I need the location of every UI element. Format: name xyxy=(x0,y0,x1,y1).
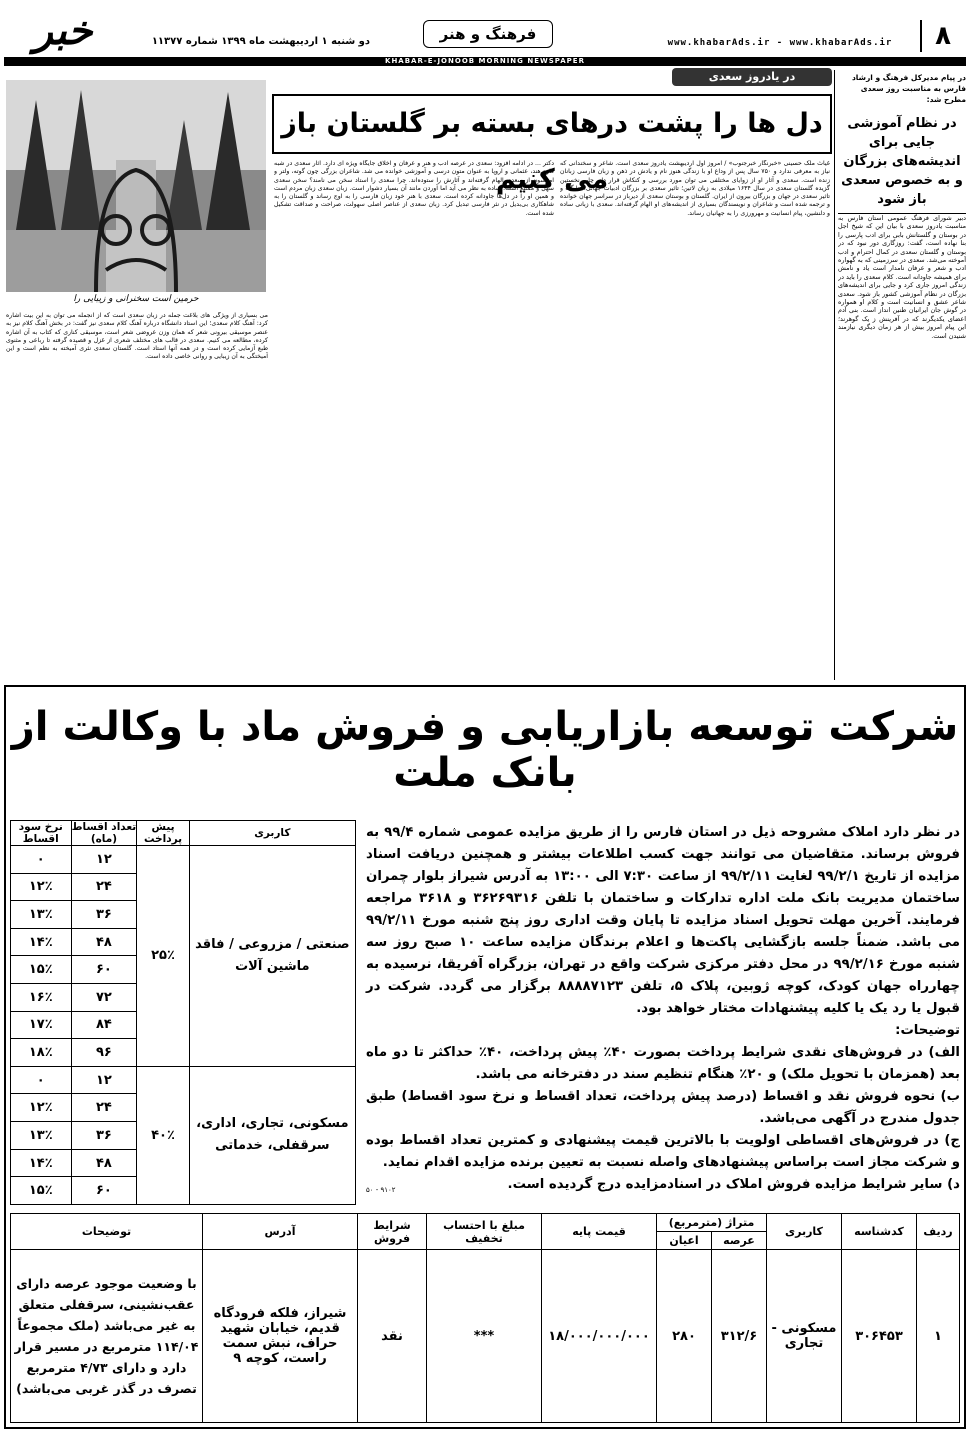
row-base-price: ۱۸/۰۰۰/۰۰۰/۰۰۰ xyxy=(542,1250,657,1423)
months: ۴۸ xyxy=(71,928,137,956)
row-discounted: *** xyxy=(427,1250,542,1423)
photo-caption: حرمین است سخنرانی و زیبایی را xyxy=(73,294,199,304)
rate: ۱۲٪ xyxy=(11,873,72,901)
newspaper-logo: خبر xyxy=(33,7,93,54)
months: ۶۰ xyxy=(71,956,137,984)
property-header-row xyxy=(11,1214,960,1232)
header-base-price: قیمت پایه xyxy=(542,1214,657,1250)
prepayment-group-1: ۲۵٪ xyxy=(137,846,189,1067)
months: ۱۲ xyxy=(71,846,137,874)
rate: ۱۳٪ xyxy=(11,901,72,929)
article-headline: دل ها را پشت درهای بسته بر گلستان باز می کنیم xyxy=(272,94,832,154)
row-notes: با وضعیت موجود عرصه دارای عقب‌نشینی، سرقفلی متعلق به غیر می‌باشد (ملک مجموعاً ۱۱۴/۰۴ مترمربع در مسیر قرار دارد و دارای ۴/۷۳ مترمربع تصرف در گذر غربی می‌باشد) xyxy=(11,1250,203,1423)
table-row xyxy=(11,1066,356,1094)
months: ۷۲ xyxy=(71,984,137,1012)
article-column-1: غیاث ملک حسینی «خبرنگار خبرجنوب» / امروز اول اردیبهشت یادروز سعدی است. شاعر و سخندانی که نیاز به معرفی ندارد و ۷۵۰ سال پس از وداع او با زندگی هنوز نام و یادش در ذهن و زبان فارسی زبانان زنده است. سعدی و آثار او از زوایای مختلفی می توان مورد بررسی و کنکاش قرار داد. چاپ نخستین گزیده گلستان سعدی در سال ۱۶۳۴ میلادی به زبان لاتین؛ تاثیر سعدی بر بزرگان ادبیات جهانی؛ جایگاه و تاثیر سعدی در جهان و بزرگان بیرون از ایران. گلستان و بوستان سعدی از دیرباز در سراسر جهان خوانده و ترجمه شده است و شاعران و نویسندگان بسیاری از اندیشه‌های او الهام گرفته‌اند. سعدی با زبانی ساده و دلنشین، پیام انسانیت و مهرورزی را به جهانیان رساند. xyxy=(560,160,830,217)
row-usage: مسکونی - تجاری xyxy=(767,1250,842,1423)
header-area: متراژ (مترمربع) xyxy=(657,1214,767,1232)
rate: ۱۴٪ xyxy=(11,928,72,956)
rate: ۱۵٪ xyxy=(11,1177,72,1205)
ad-note-b: ب) نحوه فروش نقد و اقساط (درصد پیش پرداخت، تعداد اقساط و نرخ سود اقساط) طبق جدول مندرج در آگهی می‌باشد. xyxy=(366,1089,960,1126)
page-number: ۸ xyxy=(920,20,964,52)
row-address: شیراز، فلکه فرودگاه قدیم، خیابان شهید حراف، نبش سمت راست، کوچه ۹ xyxy=(203,1250,358,1423)
saadi-tomb-photo xyxy=(6,80,266,292)
header-notes: توضیحات xyxy=(11,1214,203,1250)
rate: ۰ xyxy=(11,846,72,874)
months: ۴۸ xyxy=(71,1149,137,1177)
section-label: فرهنگ و هنر xyxy=(423,20,553,48)
header-terms: شرایط فروش xyxy=(358,1214,427,1250)
article-column-3: می بسیاری از ویژگی های بلاغت جمله در زبان سعدی است که از آنجمله می توان به این بیت اشاره کرد: آهنگ کلام سعدی؛ این استاد دانشگاه درباره آهنگ کلام سعدی نیز گفت: در بخش آهنگ کلام نیز به عنصر موسیقی بیرونی شعر که همان وزن عروضی شعر است، موسیقی کناری که کتاب به آن اشاره کرده، مطالعه می کنیم. سعدی در قالب های مختلف شعری از غزل و قصیده گرفته تا رباعی و مثنوی طبع آزمایی کرده است و در همه آنها استاد است. گلستان سعدی نثری آمیخته به نظم است و این آمیختگی به آن زیبایی و روانی خاصی داده است. xyxy=(6,312,268,361)
months: ۳۶ xyxy=(71,1122,137,1150)
months: ۲۴ xyxy=(71,1094,137,1122)
tomb-illustration xyxy=(6,80,266,292)
sidebar-kicker: در پیام مدیرکل فرهنگ و ارشاد فارس به مناسبت روز سعدی مطرح شد: xyxy=(851,73,966,104)
months: ۸۴ xyxy=(71,1011,137,1039)
header-discounted: مبلغ با احتساب تخفیف xyxy=(427,1214,542,1250)
months: ۶۰ xyxy=(71,1177,137,1205)
row-arena: ۳۱۲/۶ xyxy=(712,1250,767,1423)
installment-header-row xyxy=(11,821,356,846)
ad-body xyxy=(366,822,960,1196)
months: ۱۲ xyxy=(71,1066,137,1094)
header-usage: کاربری xyxy=(189,821,355,846)
rate: ۱۸٪ xyxy=(11,1039,72,1067)
header-usage: کاربری xyxy=(767,1214,842,1250)
header-address: آدرس xyxy=(203,1214,358,1250)
usage-group-1: صنعتی / مزروعی / فاقد ماشین آلات xyxy=(189,846,355,1067)
months: ۳۶ xyxy=(71,901,137,929)
header-code: کدشناسه xyxy=(842,1214,917,1250)
ad-note-c: ج) در فروش‌های اقساطی اولویت با بالاترین قیمت پیشنهادی و کمترین تعداد اقساط بوده و شرکت مجاز است براساس پیشنهادهای واصله نسبت به تعیین برنده مزایده اقدام نماید. xyxy=(366,1133,960,1170)
header-prepayment: پیش پرداخت xyxy=(137,821,189,846)
sidebar-body: دبیر شورای فرهنگ عمومی استان فارس به مناسبت یادروز سعدی با بیان این که شیخ اجل در بوستان و گلستانش بابی برای ادب پارسی را بنا نهاده است، گفت: روزگاری دور نبود که در بوستان و گلستان سعدی در کمال احترام و ادب آموخته می‌شد. سعدی در سرزمینی که به گهواره ادب و شعر و عرفان نامدار است یاد و نامش برای همیشه جاودانه است. کلام سعدی را باید در زندگی امروز جاری کرد و جایی برای اندیشه‌های بزرگان در نظام آموزشی کشور باز شود. سعدی شاعر عشق و انسانیت است و کلام او همواره در گوش جان ایرانیان طنین انداز است. بنی آدم اعضای یکدیگرند که در آفرینش ز یک گوهرند؛ این پیام امروز بیش از هر زمان دیگری نیازمند شنیدن است. xyxy=(838,214,966,340)
row-code: ۳۰۶۴۵۳ xyxy=(842,1250,917,1423)
row-terms: نقد xyxy=(358,1250,427,1423)
rate: ۱۲٪ xyxy=(11,1094,72,1122)
column-divider xyxy=(834,70,835,680)
header-strip: KHABAR-E-JONOOB MORNING NEWSPAPER xyxy=(4,57,966,66)
header-building: اعیان xyxy=(657,1232,712,1250)
ad-code: ۵۰ - ۹۱۰۲ xyxy=(366,1186,396,1194)
header-index: ردیف xyxy=(917,1214,960,1250)
ad-title: شرکت توسعه بازاریابی و فروش ماد با وکالت از بانک ملت xyxy=(11,704,959,796)
table-row xyxy=(11,1250,960,1423)
table-row xyxy=(11,846,356,874)
months: ۲۴ xyxy=(71,873,137,901)
header-rate: نرخ سود اقساط xyxy=(11,821,72,846)
ad-note-d: د) سایر شرایط مزایده فروش املاک در اسنادمزایده درج گردیده است. xyxy=(507,1177,960,1192)
prepayment-group-2: ۴۰٪ xyxy=(137,1066,189,1204)
rate: ۱۶٪ xyxy=(11,984,72,1012)
ad-intro: در نظر دارد املاک مشروحه ذیل در استان فارس را از طریق مزایده عمومی شماره ۹۹/۴ به فروش برساند. متقاضیان می توانند جهت کسب اطلاعات بیشتر و همچنین دریافت اسناد مزایده از تاریخ ۹۹/۲/۱ لغایت ۹۹/۲/۱۱ از ساعت ۷:۳۰ الی ۱۳:۰۰ به آدرس شیراز بلوار چمران ساختمان مدیریت بانک ملت اداره تدارکات و ساختمان با تلفن ۳۶۲۶۹۳۱۶ و ۳۶۱۸ مراجعه فرمایند. آخرین مهلت تحویل اسناد مزایده تا پایان وقت اداری روز پنج شنبه مورخ ۹۹/۲/۱۱ می باشد. ضمناً جلسه بازگشایی پاکت‌ها و اعلام برندگان مزایده ساعت ۱۰ صبح روز سه شنبه مورخ ۹۹/۲/۱۶ در محل دفتر مرکزی شرکت واقع در تهران، بزرگراه آفریقا، نرسیده به چهارراه جهان کودک، کوچه ژوبین، پلاک ۵، تلفن ۸۸۸۸۷۱۲۳ برگزار می گردد. شرکت در قبول یا رد یک یا کلیه پیشنهادات مختار خواهد بود. xyxy=(366,825,961,1016)
ad-note-a: الف) در فروش‌های نقدی شرایط پرداخت بصورت ۴۰٪ پیش پرداخت، ۴۰٪ حداکثر تا دو ماه بعد (همزمان با تحویل ملک) و ۲۰٪ هنگام تنظیم سند در دفترخانه می باشد. xyxy=(366,1045,960,1082)
months: ۹۶ xyxy=(71,1039,137,1067)
sidebar-title: در نظام آموزشی جایی برای اندیشه‌های بزرگان و به خصوص سعدی باز شود xyxy=(838,114,966,214)
rate: ۱۵٪ xyxy=(11,956,72,984)
installment-table xyxy=(10,820,356,1205)
rate: ۱۴٪ xyxy=(11,1149,72,1177)
property-table xyxy=(10,1213,960,1423)
rate: ۱۷٪ xyxy=(11,1011,72,1039)
header-installments: تعداد اقساط (ماه) xyxy=(71,821,137,845)
header-arena: عرصه xyxy=(712,1232,767,1250)
ad-notes-heading: توضیحات: xyxy=(895,1023,960,1038)
rate: ۱۳٪ xyxy=(11,1122,72,1150)
article-column-2: دکتر ... در ادامه افزود: سعدی در عرصه ادب و هنر و عرفان و اخلاق جایگاه ویژه ای دارد. آثار سعدی در شبه قاره هند، عثمانی و اروپا به عنوان متون درسی و آموزشی خوانده می شد. شاعران بزرگی چون گوته، ولتر و امرسون از سعدی الهام گرفته‌اند و آثارش را ستوده‌اند. چرا سعدی را استاد سخن می نامند؟ سخن سعدی سهل و ممتنع است؛ ساده به نظر می آید اما آوردن مانند آن بسیار دشوار است. زبان سعدی زبان مردم است و همین او را در دل‌ها جاودانه کرده است. سعدی با هنر خود زبان فارسی را به اوج رساند و گلستان را به شاهکاری بی‌بدیل در نثر فارسی تبدیل کرد. زبان سعدی از عناصر اصلی سهولت، صراحت و صداقت تشکیل شده است. xyxy=(274,160,554,217)
website-url[interactable]: www.khabarAds.ir - www.khabarAds.ir xyxy=(667,38,893,48)
article-kicker-tab: در یادروز سعدی xyxy=(672,68,832,86)
row-building: ۲۸۰ xyxy=(657,1250,712,1423)
date-line: دو شنبه ۱ اردیبهشت ماه ۱۳۹۹ شماره ۱۱۳۷۷ xyxy=(151,36,370,47)
rate: ۰ xyxy=(11,1066,72,1094)
usage-group-2: مسکونی، تجاری، اداری، سرقفلی، خدماتی xyxy=(189,1066,355,1204)
row-index: ۱ xyxy=(917,1250,960,1423)
